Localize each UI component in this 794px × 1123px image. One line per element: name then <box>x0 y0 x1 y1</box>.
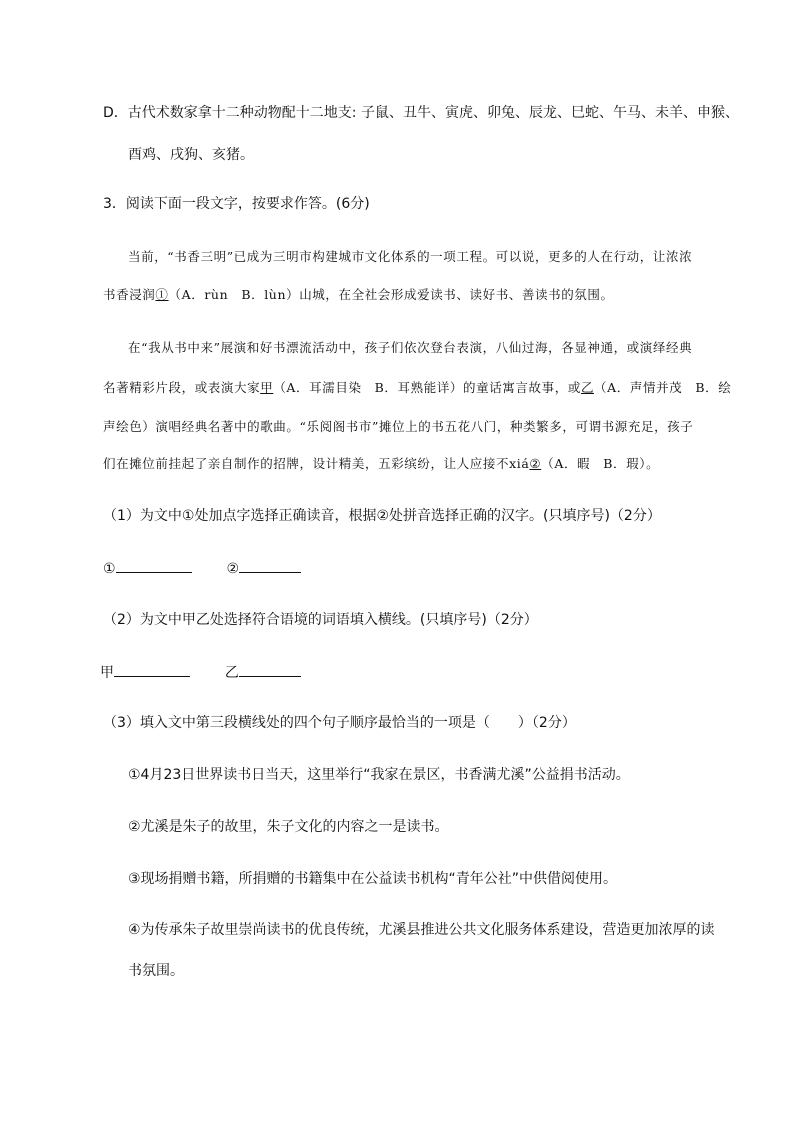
passage-text: （A．耳濡目染 B．耳熟能详）的童话寓言故事，或 <box>273 380 581 395</box>
option-d-line1: D．古代术数家拿十二种动物配十二地支: 子鼠、丑牛、寅虎、卯兔、辰龙、巳蛇、午马、未羊、申猴、 <box>103 105 739 121</box>
answer-label-jia: 甲 <box>100 665 114 681</box>
sentence-4-line1: ④为传承朱子故里崇尚读书的优良传统，尤溪县推进公共文化服务体系建设，营造更加浓厚的读 <box>128 922 715 938</box>
subquestion-3-prompt: （3）填入文中第三段横线处的四个句子顺序最恰当的一项是（ ）（2分） <box>103 715 576 731</box>
marker-2: ② <box>529 456 542 471</box>
passage-text: （A．暇 B．瑕）。 <box>541 456 660 471</box>
subquestion-2-prompt: （2）为文中甲乙处选择符合语境的词语填入横线。(只填序号)（2分） <box>103 612 538 628</box>
passage-text: 们在摊位前挂起了亲自制作的招牌，设计精美，五彩缤纷，让人应接不xiá <box>103 456 530 471</box>
subquestion-1-answers <box>103 558 301 578</box>
answer-label-2: ② <box>226 561 240 577</box>
answer-label-yi: 乙 <box>224 665 239 681</box>
answer-blank-jia[interactable] <box>114 662 190 677</box>
marker-yi: 乙 <box>580 380 595 395</box>
passage-p2-line3: 声绘色）演唱经典名著中的歌曲。“乐阅阁书市”摊位上的书五花八门，种类繁多，可谓书源充足，孩子 <box>103 419 694 434</box>
sentence-3: ③现场捐赠书籍，所捐赠的书籍集中在公益读书机构“青年公社”中供借阅使用。 <box>128 871 618 887</box>
passage-text: （A．声情并茂 B．绘 <box>594 380 732 395</box>
passage-p2-line2 <box>103 379 731 397</box>
answer-label-1: ① <box>103 561 116 577</box>
question-3-heading: 3．阅读下面一段文字，按要求作答。(6分) <box>103 196 370 212</box>
option-d-line2: 酉鸡、戌狗、亥猪。 <box>128 147 254 163</box>
passage-p1-line1: 当前，“书香三明”已成为三明市构建城市文化体系的一项工程。可以说，更多的人在行动，让浓浓 <box>128 249 693 264</box>
answer-blank-1[interactable] <box>116 558 192 573</box>
answer-blank-2[interactable] <box>239 558 301 573</box>
marker-jia: 甲 <box>260 380 274 395</box>
passage-text: 书香浸润 <box>103 287 156 302</box>
sentence-1: ①4月23日世界读书日当天，这里举行“我家在景区，书香满尤溪”公益捐书活动。 <box>128 767 630 783</box>
passage-p2-line1: 在“我从书中来”展演和好书漂流活动中，孩子们依次登台表演，八仙过海，各显神通，或演绎经典 <box>128 340 693 355</box>
subquestion-2-answers <box>100 662 301 682</box>
subquestion-1-prompt: （1）为文中①处加点字选择正确读音，根据②处拼音选择正确的汉字。(只填序号)（2分） <box>103 508 661 524</box>
answer-blank-yi[interactable] <box>239 662 301 677</box>
passage-text: 名著精彩片段，或表演大家 <box>103 380 261 395</box>
sentence-4-line2: 书氛围。 <box>128 963 184 979</box>
passage-p2-line4 <box>103 455 659 473</box>
marker-1: ① <box>155 287 169 302</box>
passage-text: （A．rùn B．lùn）山城，在全社会形成爱读书、读好书、善读书的氛围。 <box>168 287 614 302</box>
passage-p1-line2 <box>103 286 614 304</box>
sentence-2: ②尤溪是朱子的故里，朱子文化的内容之一是读书。 <box>128 819 449 835</box>
